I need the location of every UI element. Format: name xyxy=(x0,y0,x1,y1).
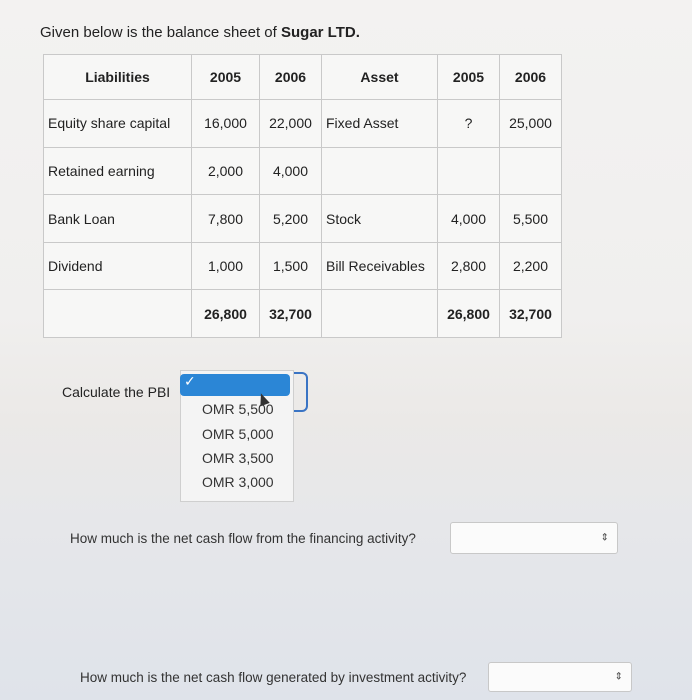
cell: 5,500 xyxy=(500,195,562,243)
header-asset: Asset xyxy=(322,55,438,100)
cell: 1,500 xyxy=(260,242,322,290)
pbi-selected-option[interactable] xyxy=(180,374,290,396)
total-asset-2005: 26,800 xyxy=(438,290,500,338)
cell: 2,000 xyxy=(192,147,260,195)
cell: Equity share capital xyxy=(44,100,192,148)
balance-sheet-table xyxy=(43,54,562,338)
pbi-option[interactable]: OMR 5,000 xyxy=(202,426,274,442)
financing-answer-select[interactable] xyxy=(450,522,618,554)
cell: 4,000 xyxy=(438,195,500,243)
header-2006-liab: 2006 xyxy=(260,55,322,100)
cell: Bill Receivables xyxy=(322,242,438,290)
header-2006-asset: 2006 xyxy=(500,55,562,100)
cell: 22,000 xyxy=(260,100,322,148)
header-2005-liab: 2005 xyxy=(192,55,260,100)
table-row xyxy=(44,100,562,148)
cell: 5,200 xyxy=(260,195,322,243)
updown-arrow-icon: ⇕ xyxy=(600,532,609,544)
investment-answer-select[interactable] xyxy=(488,662,632,692)
cell: Fixed Asset xyxy=(322,100,438,148)
heading-prefix: Given below is the balance sheet of xyxy=(40,24,281,41)
totals-row xyxy=(44,290,562,338)
table-header-row xyxy=(44,55,562,100)
total-liab-2005: 26,800 xyxy=(192,290,260,338)
cell: 7,800 xyxy=(192,195,260,243)
pbi-option[interactable]: OMR 3,000 xyxy=(202,474,274,490)
cell: Stock xyxy=(322,195,438,243)
table-row xyxy=(44,242,562,290)
table-row xyxy=(44,147,562,195)
cell: 4,000 xyxy=(260,147,322,195)
cell xyxy=(500,147,562,195)
cell: 2,800 xyxy=(438,242,500,290)
focus-bracket xyxy=(294,372,308,412)
pbi-option[interactable]: OMR 3,500 xyxy=(202,450,274,466)
cell: 16,000 xyxy=(192,100,260,148)
header-2005-asset: 2005 xyxy=(438,55,500,100)
cell xyxy=(44,290,192,338)
company-name: Sugar LTD. xyxy=(280,24,360,41)
cell xyxy=(438,147,500,195)
cell: 25,000 xyxy=(500,100,562,148)
investment-question: How much is the net cash flow generated by investment activity? xyxy=(80,670,467,685)
cell: 2,200 xyxy=(500,242,562,290)
cell xyxy=(322,290,438,338)
updown-arrow-icon: ⇕ xyxy=(614,671,623,683)
table-row xyxy=(44,195,562,243)
header-liabilities: Liabilities xyxy=(44,55,192,100)
question-heading xyxy=(40,24,360,41)
cell: Bank Loan xyxy=(44,195,192,243)
pbi-option[interactable]: OMR 5,500 xyxy=(202,401,274,417)
cell: Retained earning xyxy=(44,147,192,195)
cell: ? xyxy=(438,100,500,148)
total-asset-2006: 32,700 xyxy=(500,290,562,338)
pbi-label: Calculate the PBI xyxy=(62,384,171,400)
check-icon: ✓ xyxy=(184,373,196,389)
cell xyxy=(322,147,438,195)
cell: 1,000 xyxy=(192,242,260,290)
financing-question: How much is the net cash flow from the financing activity? xyxy=(70,531,416,546)
cell: Dividend xyxy=(44,242,192,290)
total-liab-2006: 32,700 xyxy=(260,290,322,338)
